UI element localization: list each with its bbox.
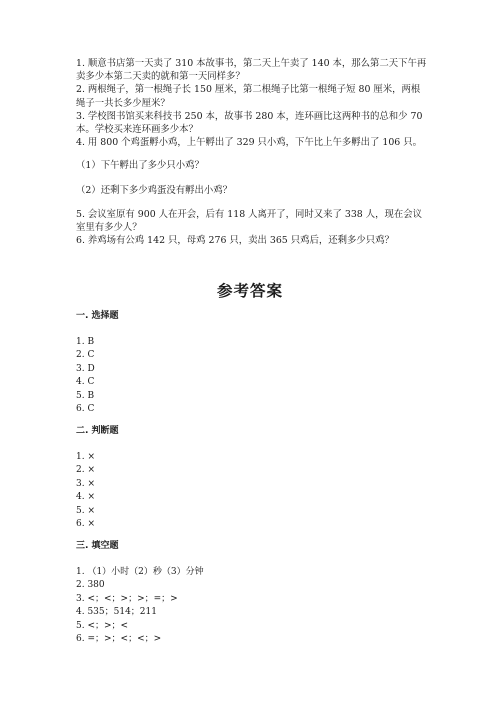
answer-list [76,336,376,416]
word-problems [76,57,428,247]
answer-item: 5. B [76,390,95,401]
answer-item: 2. × [76,465,95,476]
problem-4-part-2: （2）还剩下多少鸡蛋没有孵出小鸡？ [76,184,232,196]
problem-5: 5. 会议室原有 900 人在开会，后有 118 人离开了，同时又来了 338 人，现在会议室里有多少人？ [76,208,422,234]
answer-list [76,566,376,646]
answer-item: 6. × [76,519,95,530]
answer-item: 4. 535；514；211 [76,607,157,618]
answer-list [76,451,376,531]
problem-4: 4. 用 800 个鸡蛋孵小鸡，上午孵出了 329 只小鸡，下午比上午多孵出了 106 只。 [76,137,422,149]
answer-item: 3. <；<；>；>；=；> [76,593,178,604]
answer-item: 6. C [76,404,95,415]
problem-4-part-1: （1）下午孵出了多少只小鸡？ [76,160,204,172]
answer-item: 3. × [76,478,95,489]
problem-3: 3. 学校图书馆买来科技书 250 本，故事书 280 本，连环画比这两种书的总和少 70 本。学校买来连环画多少本？ [76,110,423,136]
answer-item: 2. 380 [76,580,105,591]
answer-item: 3. D [76,363,95,374]
section-true-false [76,425,376,531]
problem-2: 2. 两根绳子，第一根绳子长 150 厘米，第二根绳子比第一根绳子短 80 厘米，两根绳子一共长多少厘米？ [76,84,421,109]
problem-1: 1. 顺意书店第一天卖了 310 本故事书，第二天上午卖了 140 本，那么第二天下午再卖多少本第二天卖的就和第一天同样多？ [76,58,427,83]
section-heading: 一. 选择题 [76,311,119,321]
answer-item: 6. =；>；<；<；> [76,634,162,645]
section-fill-in [76,540,376,646]
answer-item: 4. C [76,377,95,388]
answer-item: 1. （1）小时（2）秒（3）分钟 [76,567,204,577]
section-heading: 二. 判断题 [76,426,119,436]
problem-6: 6. 养鸡场有公鸡 142 只，母鸡 276 只，卖出 365 只鸡后，还剩多少只鸡？ [76,235,394,247]
answer-item: 1. B [76,337,95,347]
answers-title: 参考答案 [216,281,283,300]
answer-item: 5. × [76,505,95,516]
answer-item: 4. × [76,492,95,503]
section-heading: 三. 填空题 [76,541,119,551]
answer-item: 2. C [76,350,95,361]
answer-item: 5. <；>；< [76,620,129,631]
answer-item: 1. × [76,452,95,462]
section-multiple-choice [76,310,376,416]
